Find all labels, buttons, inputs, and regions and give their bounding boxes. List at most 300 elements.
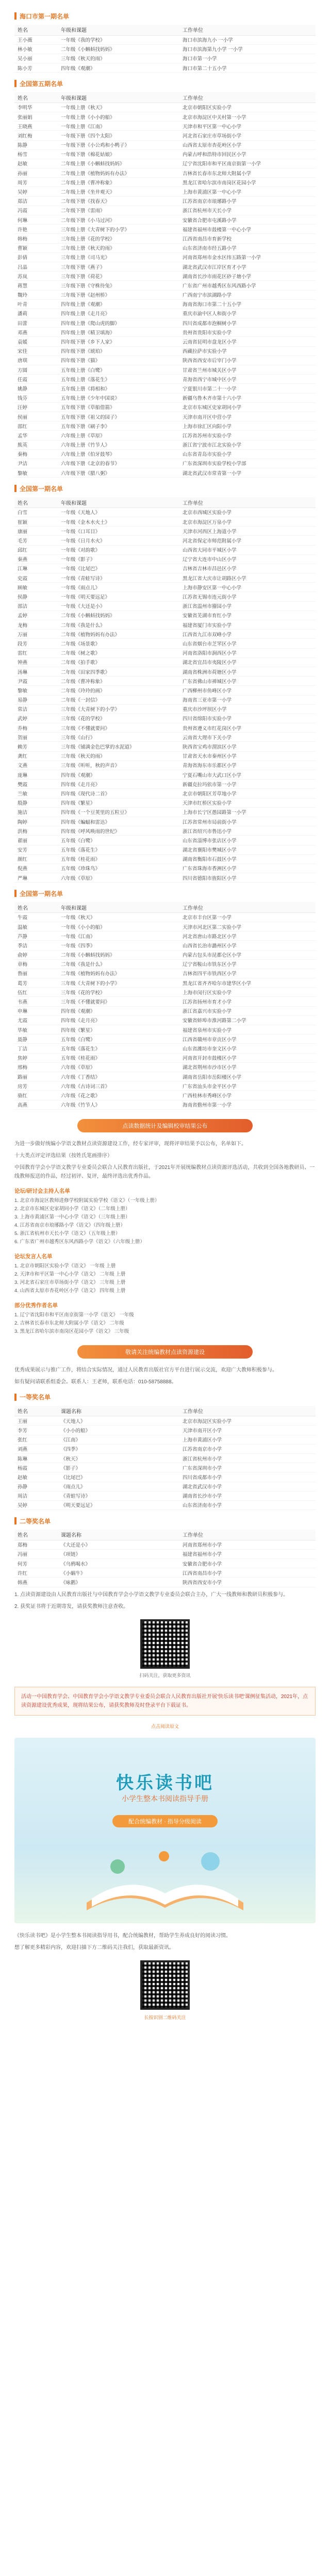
list-item: 4. 江苏省南京市琅琊路小学《语文》（四年级上册）	[14, 1222, 125, 1228]
unit-cell: 云南省昆明市盘龙区小学	[179, 337, 316, 346]
name-cell: 文燕	[14, 760, 58, 770]
name-cell: 赵敏	[14, 1472, 58, 1482]
unit-cell: 安徽省合肥市小学	[179, 1558, 316, 1568]
name-cell: 芦静	[14, 931, 58, 941]
name-cell: 陶婷	[14, 817, 58, 826]
name-cell: 樊霞	[14, 779, 58, 789]
section-banner: 点读数据统计及编辑校审结果公布	[77, 1119, 253, 1132]
name-cell: 叶青	[14, 299, 58, 309]
list-item: 1. 北京市朝阳区实验小学《语文》 一年级 上册	[14, 1263, 116, 1269]
closing-paragraph: 《快乐读书吧》是小学生整本书阅读指导用书，配合统编教材，帮助学生养成良好的阅读习惯。	[14, 1933, 231, 1939]
table-row	[14, 1435, 316, 1444]
topic-cell: 三年级《花的学校》	[58, 714, 179, 723]
unit-cell: 广西柳州市鱼峰区小学	[179, 686, 316, 695]
table-row	[14, 35, 316, 44]
section-title	[14, 483, 316, 494]
name-cell: 曹颖	[14, 243, 58, 252]
unit-cell: 江西省南昌市育新学校	[179, 234, 316, 243]
table-row	[14, 299, 316, 309]
unit-cell: 北京市海淀区万泉小学	[179, 517, 316, 526]
table-row	[14, 337, 316, 346]
header-name: 姓名	[14, 25, 58, 35]
unit-cell: 浙江省嘉兴市实验小学	[179, 1006, 316, 1015]
topic-cell: 三年级《不懂就要问》	[58, 997, 179, 1006]
unit-cell: 黑龙江省大庆市让胡路区小学	[179, 573, 316, 583]
name-cell: 张红	[14, 1435, 58, 1444]
table-row	[14, 620, 316, 630]
list-item: 2. 天津市和平区第一中心小学《语文》 二年级 上册	[14, 1271, 126, 1277]
table-row	[14, 969, 316, 978]
table-row	[14, 149, 316, 159]
table-row	[14, 1015, 316, 1025]
title-bar	[14, 80, 16, 87]
unit-cell: 山东省烟台市芝罘区小学	[179, 639, 316, 648]
table-row	[14, 318, 316, 328]
table-row	[14, 196, 316, 206]
unit-cell: 内蒙古包头市昆都仑区小学	[179, 950, 316, 959]
name-cell: 邱红	[14, 545, 58, 554]
unit-cell: 福建省泉州市实验小学	[179, 1025, 316, 1035]
unit-cell: 重庆市渝中区人和街小学	[179, 309, 316, 318]
qr-block	[14, 1960, 316, 2021]
topic-cell: 五年级上册《白鹭》	[58, 365, 179, 375]
topic-cell: 二年级下册《小马过河》	[58, 215, 179, 225]
topic-cell: 六年级上册《竹节人》	[58, 440, 179, 449]
header-topic: 年级和课题	[58, 497, 179, 507]
table-row	[14, 1578, 316, 1587]
unit-cell: 海口市滨海九小 一小学	[179, 35, 316, 44]
topic-cell: 五年级《白鹭》	[58, 1035, 179, 1044]
table-row	[14, 1472, 316, 1482]
name-cell: 吴婷	[14, 187, 58, 196]
table-row	[14, 517, 316, 526]
table-row	[14, 630, 316, 639]
topic-cell: 三年级《听听，秋的声音》	[58, 760, 179, 770]
name-cell: 伍红	[14, 988, 58, 997]
name-cell: 熊英	[14, 440, 58, 449]
table-row	[14, 554, 316, 564]
topic-cell: 一年级《江南》	[58, 931, 179, 941]
header-topic: 年级和课题	[58, 25, 179, 35]
unit-cell: 湖南省株洲市荷塘区小学	[179, 667, 316, 676]
topic-cell: 《影子》	[58, 1463, 179, 1472]
name-cell: 季洁	[14, 941, 58, 950]
table-row	[14, 611, 316, 620]
table-row	[14, 931, 316, 941]
topic-cell: 一年级《日月水火》	[58, 536, 179, 545]
unit-cell: 上海市长宁区愚园路第一小学	[179, 807, 316, 817]
topic-cell: 《秋天》	[58, 1453, 179, 1463]
topic-cell: 《明天要远足》	[58, 1500, 179, 1510]
name-cell: 汤琳	[14, 667, 58, 676]
unit-cell: 广东省深圳市小学	[179, 1463, 316, 1472]
name-cell: 孙静	[14, 1482, 58, 1491]
topic-cell: 《小蜗牛》	[58, 1568, 179, 1578]
promo-poster[interactable]	[14, 1738, 316, 1923]
name-cell: 吴小丽	[14, 54, 58, 63]
table-row	[14, 863, 316, 873]
table-row	[14, 252, 316, 262]
unit-cell: 吉林省四平市铁西区小学	[179, 969, 316, 978]
name-cell: 陈静	[14, 140, 58, 149]
name-cell: 周芳	[14, 178, 58, 187]
name-cell: 侯静	[14, 592, 58, 601]
table-row	[14, 1568, 316, 1578]
name-cell: 郑梅	[14, 1540, 58, 1549]
topic-cell: 二年级上册《坐井观天》	[58, 187, 179, 196]
unit-cell: 湖北省襄阳市樊城区小学	[179, 845, 316, 854]
unit-cell: 海口市第一小学	[179, 54, 316, 63]
note-paragraph: 1. 点读资源建设由人民教育出版社与中国教育学会小学语文教学专业委员会联合主办，广大一线教师和教研员积极参与。	[14, 1591, 289, 1598]
unit-cell: 海南省海口市第二十五小学	[179, 299, 316, 309]
topic-cell: 三年级下册《燕子》	[58, 262, 179, 271]
table-row	[14, 309, 316, 318]
section-title-text: 一等奖名单	[20, 1394, 51, 1401]
unit-cell: 黑龙江省齐齐哈尔市建华区小学	[179, 978, 316, 988]
topic-cell: 二年级《拍手歌》	[58, 657, 179, 667]
unit-cell: 湖北省武汉市江岸区育才小学	[179, 262, 316, 271]
title-bar	[14, 1394, 16, 1401]
closing-paragraph: 想了解更多精彩内容，欢迎扫描下方二维码关注我们，获取最新资讯。	[14, 1944, 174, 1951]
table-row	[14, 789, 316, 798]
unit-cell: 北京市西城区实验小学	[179, 507, 316, 517]
table-row	[14, 733, 316, 742]
unit-cell: 新疆克拉玛依市第一小学	[179, 779, 316, 789]
name-cell: 侯丽	[14, 412, 58, 421]
unit-cell: 青海省海东市乐都区小学	[179, 760, 316, 770]
poster-pill: 配合统编教材 · 指导分级阅读	[112, 1815, 218, 1827]
table-row	[14, 449, 316, 459]
name-cell: 黎敏	[14, 686, 58, 695]
topic-cell: 三年级《铺满金色巴掌的水泥道》	[58, 742, 179, 751]
topic-cell: 二年级《小蝌蚪找妈妈》	[58, 611, 179, 620]
table-row	[14, 950, 316, 959]
name-cell: 顾敏	[14, 583, 58, 592]
table-row	[14, 723, 316, 733]
table-row	[14, 760, 316, 770]
name-cell: 安芳	[14, 845, 58, 854]
section-title	[14, 1515, 316, 1527]
name-cell: 路丽	[14, 1072, 58, 1081]
read-original-link[interactable]: 点击阅读原文	[151, 1723, 179, 1729]
table-row	[14, 402, 316, 412]
name-cell: 秦梅	[14, 449, 58, 459]
table-row	[14, 1006, 316, 1015]
name-cell: 骆红	[14, 1091, 58, 1100]
header-unit: 工作单位	[179, 902, 316, 912]
topic-cell: 四年级《呼风唤雨的世纪》	[58, 826, 179, 836]
table-row	[14, 44, 316, 54]
unit-cell: 内蒙古呼和浩特市回民区小学	[179, 149, 316, 159]
unit-cell: 上海市静安区第一中心小学	[179, 583, 316, 592]
name-cell: 尤霞	[14, 1015, 58, 1025]
name-cell: 蒋慧	[14, 281, 58, 290]
title-bar	[14, 1517, 16, 1524]
name-cell: 葛芳	[14, 978, 58, 988]
table-row	[14, 1025, 316, 1035]
result-list	[14, 1311, 316, 1336]
unit-cell: 河南省郑州市金水区纬五路第一小学	[179, 252, 316, 262]
subheading: 部分优秀作者名单	[14, 1302, 58, 1309]
name-cell: 冯霞	[14, 206, 58, 215]
topic-cell: 五年级下册《祖父的园子》	[58, 412, 179, 421]
name-cell: 林小敏	[14, 44, 58, 54]
topic-cell: 《项链》	[58, 1549, 179, 1558]
topic-cell: 四年级上册《爬山虎的脚》	[58, 318, 179, 328]
topic-cell: 四年级下册《乡下人家》	[58, 337, 179, 346]
name-cell: 温敏	[14, 922, 58, 931]
unit-cell: 上海市黄浦区第一中心小学	[179, 187, 316, 196]
table-row	[14, 807, 316, 817]
name-cell: 吴婷	[14, 1500, 58, 1510]
name-cell: 王晓燕	[14, 122, 58, 131]
name-cell: 许红	[14, 1568, 58, 1578]
unit-cell: 湖北省宜昌市夷陵区小学	[179, 657, 316, 667]
table-row	[14, 421, 316, 431]
table-row	[14, 1044, 316, 1053]
unit-cell: 重庆市沙坪坝区小学	[179, 704, 316, 714]
topic-cell: 二年级上册《植物妈妈有办法》	[58, 168, 179, 178]
unit-cell: 上海市黄浦区小学	[179, 1435, 316, 1444]
award-table	[14, 902, 316, 1109]
table-row	[14, 657, 316, 667]
table-row	[14, 355, 316, 365]
name-cell: 魏玲	[14, 290, 58, 299]
table-row	[14, 1416, 316, 1426]
topic-cell: 一年级《对韵歌》	[58, 545, 179, 554]
unit-cell: 广西桂林市秀峰区小学	[179, 1091, 316, 1100]
name-cell: 高燕	[14, 1100, 58, 1109]
header-name: 姓名	[14, 497, 58, 507]
unit-cell: 天津市和平区第一中心小学	[179, 122, 316, 131]
unit-cell: 天津市红桥区实验小学	[179, 798, 316, 807]
topic-cell: 四年级《繁星》	[58, 798, 179, 807]
topic-cell: 二年级下册《雷雨》	[58, 206, 179, 215]
unit-cell: 吉林省长春市东北师大附属小学	[179, 168, 316, 178]
table-row	[14, 215, 316, 225]
table-row	[14, 131, 316, 140]
open-book-illustration	[81, 1841, 249, 1913]
table-row	[14, 140, 316, 149]
name-cell: 王丽	[14, 1416, 58, 1426]
topic-cell: 《青蛙写诗》	[58, 1491, 179, 1500]
table-row	[14, 695, 316, 704]
topic-cell: 四年级下册《猫》	[58, 355, 179, 365]
table-row	[14, 1100, 316, 1109]
table-row	[14, 1491, 316, 1500]
name-cell: 冯丽	[14, 1549, 58, 1558]
unit-cell: 福建省福州市鼓楼第一中心小学	[179, 225, 316, 234]
topic-cell: 一年级《天地人》	[58, 507, 179, 517]
section-title	[14, 78, 316, 89]
topic-cell: 一年级《四季》	[58, 941, 179, 950]
topic-cell: 五年级上册《落花生》	[58, 375, 179, 384]
topic-cell: 三年级《秋天的雨》	[58, 751, 179, 760]
table-row	[14, 798, 316, 807]
name-cell: 唐琪	[14, 355, 58, 365]
table-row	[14, 639, 316, 648]
name-cell: 聂静	[14, 1035, 58, 1044]
topic-cell: 四年级《蝙蝠和雷达》	[58, 817, 179, 826]
unit-cell: 上海市徐汇区向阳小学	[179, 421, 316, 431]
table-row	[14, 1053, 316, 1062]
name-cell: 兰敏	[14, 789, 58, 798]
unit-cell: 湖北省武汉市常青第一小学	[179, 468, 316, 478]
table-row	[14, 527, 316, 536]
table-row	[14, 854, 316, 863]
name-cell: 孟华	[14, 431, 58, 440]
topic-cell: 四年级《观潮》	[58, 1006, 179, 1015]
list-item: 6. 广东省广州市越秀区东风西路小学《语文》（六年级上册）	[14, 1239, 145, 1245]
name-cell: 韩梅	[14, 234, 58, 243]
unit-cell: 天津市南开区中营小学	[179, 412, 316, 421]
name-cell: 钱芬	[14, 393, 58, 402]
topic-cell: 一年级上册《江南》	[58, 122, 179, 131]
name-cell: 孙丽	[14, 168, 58, 178]
topic-cell: 五年级下册《刷子李》	[58, 421, 179, 431]
section-banner: 敬请关注统编教材点读资源建设	[77, 1345, 253, 1359]
header-topic: 课题名称	[58, 1530, 179, 1540]
topic-cell: 二年级《小蝌蚪找妈妈》	[58, 44, 179, 54]
topic-cell: 二年级《树之歌》	[58, 648, 179, 657]
topic-cell: 一年级《明天要远足》	[58, 592, 179, 601]
topic-cell: 一年级下册《棉花姑娘》	[58, 149, 179, 159]
topic-cell: 五年级上册《少年中国说》	[58, 393, 179, 402]
table-row	[14, 978, 316, 988]
name-cell: 王小薇	[14, 35, 58, 44]
unit-cell: 河北省唐山市路北区小学	[179, 931, 316, 941]
qr-code[interactable]	[140, 1960, 190, 2010]
name-cell: 刘燕	[14, 1444, 58, 1453]
table-row	[14, 686, 316, 695]
topic-cell: 三年级下册《赵州桥》	[58, 290, 179, 299]
table-row	[14, 384, 316, 393]
unit-cell: 北京市东城区史家胡同小学	[179, 402, 316, 412]
topic-cell: 二年级《一封信》	[58, 695, 179, 704]
section-title	[14, 888, 316, 899]
topic-cell: 四年级下册《琥珀》	[58, 346, 179, 355]
name-cell: 李芳	[14, 1426, 58, 1435]
header-unit: 工作单位	[179, 1406, 316, 1416]
unit-cell: 广东省汕头市金平区小学	[179, 1081, 316, 1091]
highlight-text: 活动一中国教育学会、中国教育学会小学语文教学专业委员会联合人民教育出版社开展'快乐读书吧'课例征集活动，2021年，点读资源建设优秀成果，现将结果公布，请获奖教师及时登录平台下载证书。	[21, 1693, 308, 1708]
topic-cell: 《雨点儿》	[58, 1482, 179, 1491]
topic-cell: 六年级《花之歌》	[58, 1091, 179, 1100]
topic-cell: 四年级《走月亮》	[58, 1015, 179, 1025]
name-cell: 秦燕	[14, 554, 58, 564]
table-row	[14, 272, 316, 281]
topic-cell: 四年级《观潮》	[58, 770, 179, 779]
name-cell: 牛霞	[14, 912, 58, 922]
table-row	[14, 922, 316, 931]
unit-cell: 陕西省西安市小学	[179, 1578, 316, 1587]
topic-cell: 四年级《繁星》	[58, 1025, 179, 1035]
unit-cell: 北京市丰台区第一小学	[179, 912, 316, 922]
award-table	[14, 1406, 316, 1510]
topic-cell: 六年级下册《腊八粥》	[58, 468, 179, 478]
topic-cell: 三年级《花的学校》	[58, 988, 179, 997]
unit-cell: 河北省保定市师范附属小学	[179, 536, 316, 545]
name-cell: 韦燕	[14, 997, 58, 1006]
table-row	[14, 290, 316, 299]
name-cell: 申琳	[14, 1006, 58, 1015]
topic-cell: 四年级上册《精卫填海》	[58, 328, 179, 337]
name-cell: 贺丽	[14, 733, 58, 742]
topic-cell: 二年级《我是什么》	[58, 620, 179, 630]
name-cell: 郑洁	[14, 196, 58, 206]
topic-cell: 一年级上册《秋天》	[58, 103, 179, 112]
qr-code[interactable]	[140, 1619, 190, 1669]
header-name: 姓名	[14, 1530, 58, 1540]
table-row	[14, 412, 316, 421]
title-bar	[14, 485, 16, 492]
table-row	[14, 168, 316, 178]
topic-cell: 一年级下册《小公鸡和小鸭子》	[58, 140, 179, 149]
name-cell: 韩燕	[14, 1578, 58, 1587]
table-row	[14, 941, 316, 950]
unit-cell: 贵州省贵阳市实验小学	[179, 328, 316, 337]
topic-cell: 一年级下册《四个太阳》	[58, 131, 179, 140]
topic-cell: 三年级下册《荷花》	[58, 272, 179, 281]
table-row	[14, 564, 316, 573]
unit-cell: 浙江省杭州市小学	[179, 1453, 316, 1463]
award-table	[14, 1530, 316, 1587]
table-row	[14, 281, 316, 290]
table-body	[14, 103, 316, 478]
topic-cell: 六年级上册《伯牙鼓琴》	[58, 449, 179, 459]
topic-cell: 一年级《雨点儿》	[58, 583, 179, 592]
topic-cell: 五年级《桂花雨》	[58, 854, 179, 863]
unit-cell: 陕西省西安市后宰门小学	[179, 355, 316, 365]
topic-cell: 六年级上册《草原》	[58, 431, 179, 440]
unit-cell: 北京市朝阳区实验小学	[179, 103, 316, 112]
header-unit: 工作单位	[179, 497, 316, 507]
title-bar	[14, 12, 16, 20]
qr-block	[14, 1619, 316, 1679]
table-row	[14, 601, 316, 611]
topic-cell: 三年级上册《秋天的雨》	[58, 243, 179, 252]
name-cell: 姚静	[14, 384, 58, 393]
table-row	[14, 440, 316, 449]
name-cell: 孟婷	[14, 611, 58, 620]
unit-cell: 上海市闵行区实验小学	[179, 988, 316, 997]
poster-subtitle: 小学生整本书阅读指导手册	[122, 1794, 208, 1803]
topic-cell: 三年级下册《守株待兔》	[58, 281, 179, 290]
topic-cell: 一年级《金木水火土》	[58, 517, 179, 526]
table-row	[14, 751, 316, 760]
table-row	[14, 1444, 316, 1453]
table-row	[14, 459, 316, 468]
table-body	[14, 1416, 316, 1510]
name-cell: 赵敏	[14, 159, 58, 168]
table-row	[14, 507, 316, 517]
name-cell: 施洁	[14, 807, 58, 817]
list-item: 1. 北京市海淀区教师进修学校附属实验学校《语文》（一年级上册）	[14, 1197, 160, 1204]
name-cell: 潘莉	[14, 309, 58, 318]
table-row	[14, 1453, 316, 1463]
topic-cell: 五年级《珍珠鸟》	[58, 863, 179, 873]
table-row	[14, 1463, 316, 1472]
name-cell: 龚红	[14, 751, 58, 760]
name-cell: 邢梅	[14, 1062, 58, 1072]
name-cell: 康丽	[14, 527, 58, 536]
table-row	[14, 159, 316, 168]
poster-title: 快乐读书吧	[116, 1773, 214, 1793]
topic-cell: 一年级《青蛙写诗》	[58, 573, 179, 583]
name-cell: 杨雪	[14, 149, 58, 159]
award-paragraph: 中国教育学会小学语文教学专业委员会联合人民教育出版社，于2021年开展统编教材点读资源评选活动，共收到全国各地教研员、一线教师报送的作品，经过初评、复评，最终评选出优秀作品。	[14, 1164, 315, 1179]
table-row	[14, 328, 316, 337]
